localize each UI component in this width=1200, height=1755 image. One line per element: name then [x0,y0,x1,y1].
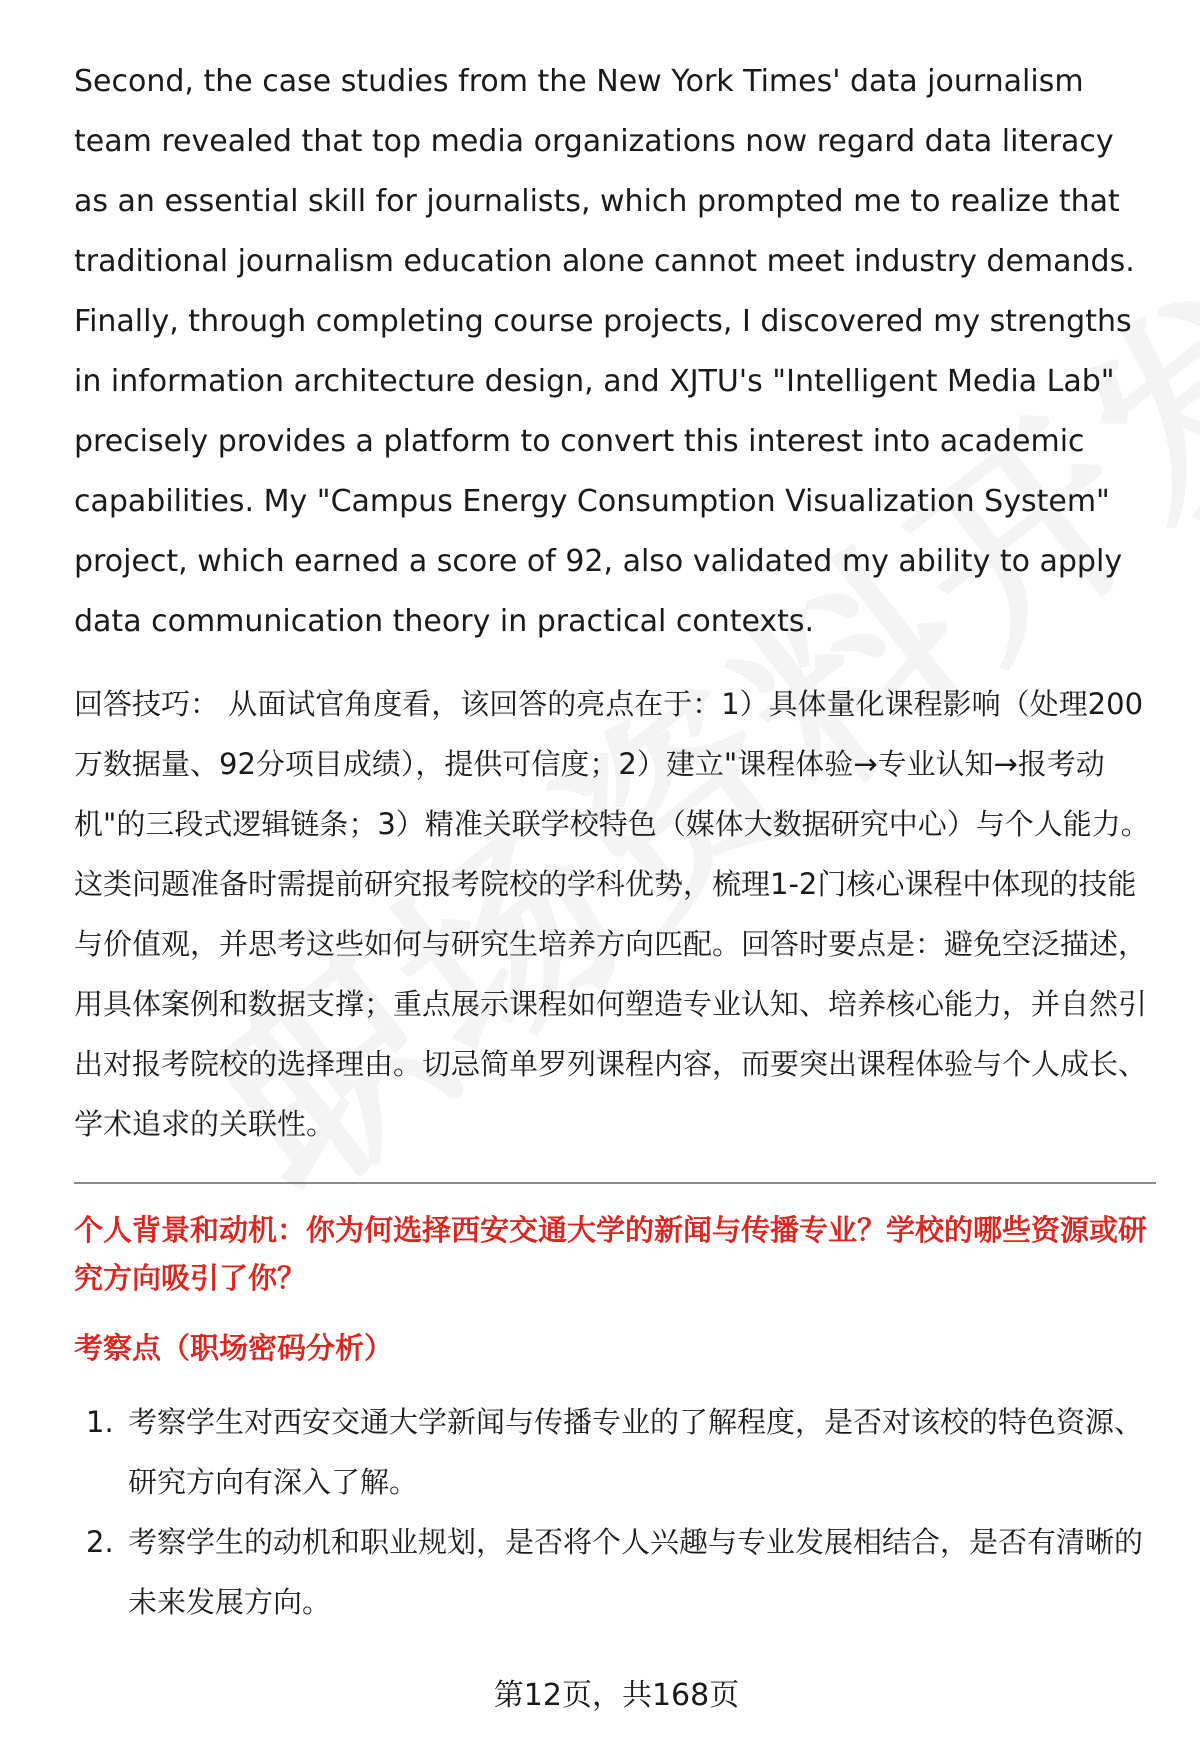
assessment-item-number: 1. [86,1405,114,1439]
page-content [74,52,1154,1632]
assessment-heading: 考察点（职场密码分析） [74,1331,394,1365]
assessment-item [74,1392,1154,1512]
assessment-item [74,1512,1154,1632]
answer-tips-paragraph: 回答技巧： 从面试官角度看，该回答的亮点在于：1）具体量化课程影响（处理200万数据量、92分项目成绩），提供可信度；2）建立"课程体验→专业认知→报考动机"的三段式逻辑链条；3）精准关联学校特色（媒体大数据研究中心）与个人能力。这类问题准备时需提前研究报考院校的学科优势，梳理1-2门核心课程中体现的技能与价值观，并思考这些如何与研究生培养方向匹配。回答时要点是：避免空泛描述，用具体案例和数据支撑；重点展示课程如何塑造专业认知、培养核心能力，并自然引出对报考院校的选择理由。切忌简单罗列课程内容，而要突出课程体验与个人成长、学术追求的关联性。 [74,687,1150,1141]
page-number: 第12页，共168页 [493,1678,740,1713]
assessment-item-text: 考察学生对西安交通大学新闻与传播专业的了解程度，是否对该校的特色资源、研究方向有深入了解。 [128,1405,1144,1499]
section-divider [74,1182,1156,1184]
question-heading: 个人背景和动机：你为何选择西安交通大学的新闻与传播专业？学校的哪些资源或研究方向吸引了你？ [74,1213,1148,1295]
assessment-list [74,1392,1154,1632]
answer-paragraph: Second, the case studies from the New York Times' data journalism team revealed that top media organizations now regard data literacy as an essential skill for journalists, which prompted me to realize that traditional journalism education alone cannot meet industry demands. Finally, through completing course projects, I discovered my strengths in information architecture design, and XJTU's "Intelligent Media Lab" precisely provides a platform to convert this interest into academic capabilities. My "Campus Energy Consumption Visualization System" project, which earned a score of 92, also validated my ability to apply data communication theory in practical contexts. [74,64,1135,639]
assessment-item-text: 考察学生的动机和职业规划，是否将个人兴趣与专业发展相结合，是否有清晰的未来发展方向。 [128,1525,1144,1619]
assessment-item-number: 2. [86,1525,114,1559]
